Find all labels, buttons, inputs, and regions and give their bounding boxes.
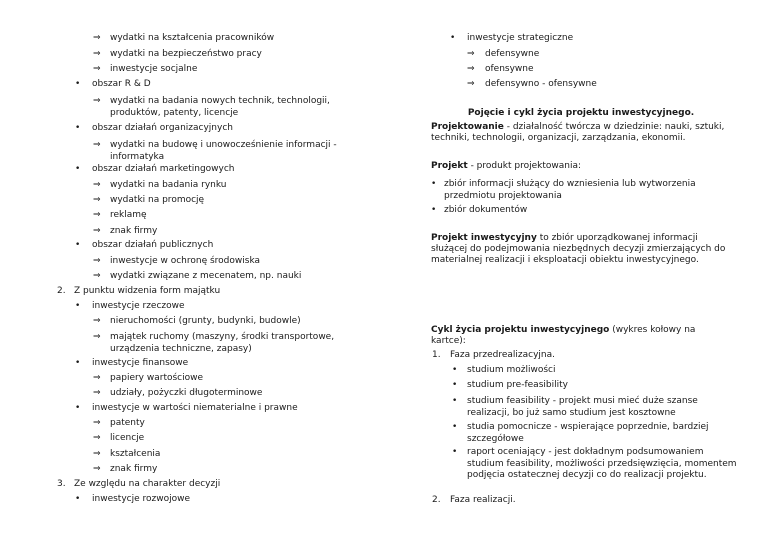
arrow-bullet-icon: ⇒ bbox=[93, 373, 101, 383]
list-item: znak firmy bbox=[110, 226, 158, 236]
term: Projekt bbox=[431, 161, 468, 171]
definition: - działalność twórcza w dziedzinie: nauki, sztuki, techniki, technologii, organizacji, zarządzania, ekonomii. bbox=[431, 122, 725, 144]
list-item: wydatki na kształcenia pracowników bbox=[110, 33, 275, 43]
arrow-bullet-icon: ⇒ bbox=[93, 226, 101, 236]
cykl-heading bbox=[431, 325, 711, 347]
arrow-bullet-icon: ⇒ bbox=[93, 195, 101, 205]
list-item: wydatki na promocję bbox=[110, 195, 205, 205]
list-item: Z punktu widzenia form majątku bbox=[74, 286, 221, 296]
list-item: licencje bbox=[110, 433, 145, 443]
arrow-bullet-icon: ⇒ bbox=[93, 332, 101, 342]
bullet-icon: • bbox=[452, 447, 458, 457]
bullet-icon: • bbox=[452, 396, 458, 406]
list-item: Faza realizacji. bbox=[450, 495, 516, 505]
list-item: nieruchomości (grunty, budynki, budowle) bbox=[110, 316, 301, 326]
list-item: inwestycje w ochronę środowiska bbox=[110, 256, 261, 266]
arrow-bullet-icon: ⇒ bbox=[93, 256, 101, 266]
projekt-inwestycyjny-definition bbox=[431, 233, 736, 267]
list-item: Faza przedrealizacyjna. bbox=[450, 350, 556, 360]
list-item: inwestycje rozwojowe bbox=[92, 494, 190, 504]
bullet-icon: • bbox=[75, 358, 81, 368]
bullet-icon: • bbox=[75, 164, 81, 174]
bullet-icon: • bbox=[75, 301, 81, 311]
definition: (wykres kołowy na kartce): bbox=[431, 325, 696, 347]
term: Projektowanie bbox=[431, 122, 504, 132]
bullet-icon: • bbox=[75, 403, 81, 413]
list-item: obszar R & D bbox=[92, 79, 151, 89]
bullet-icon: • bbox=[431, 179, 437, 189]
list-item: udziały, pożyczki długoterminowe bbox=[110, 388, 263, 398]
projekt-definition bbox=[431, 161, 736, 172]
list-item: inwestycje rzeczowe bbox=[92, 301, 185, 311]
list-item: wydatki na badania rynku bbox=[110, 180, 227, 190]
list-item: wydatki na bezpieczeństwo pracy bbox=[110, 49, 262, 59]
bullet-icon: • bbox=[450, 33, 456, 43]
arrow-bullet-icon: ⇒ bbox=[93, 388, 101, 398]
list-item: obszar działań publicznych bbox=[92, 240, 214, 250]
arrow-bullet-icon: ⇒ bbox=[467, 79, 475, 89]
list-item: obszar działań organizacyjnych bbox=[92, 123, 233, 133]
arrow-bullet-icon: ⇒ bbox=[93, 33, 101, 43]
bullet-icon: • bbox=[431, 205, 437, 215]
list-number: 2. bbox=[57, 286, 66, 296]
list-item: papiery wartościowe bbox=[110, 373, 204, 383]
arrow-bullet-icon: ⇒ bbox=[93, 433, 101, 443]
bullet-icon: • bbox=[75, 240, 81, 250]
list-item: inwestycje strategiczne bbox=[467, 33, 574, 43]
projektowanie-definition bbox=[431, 122, 736, 144]
arrow-bullet-icon: ⇒ bbox=[93, 316, 101, 326]
list-item: majątek ruchomy (maszyny, środki transportowe, urządzenia techniczne, zapasy) bbox=[110, 332, 335, 354]
bullet-icon: • bbox=[452, 365, 458, 375]
list-item: reklamę bbox=[110, 210, 147, 220]
list-item: studium pre-feasibility bbox=[467, 380, 568, 390]
list-item: ofensywne bbox=[485, 64, 534, 74]
list-item: studium możliwości bbox=[467, 365, 556, 375]
arrow-bullet-icon: ⇒ bbox=[93, 449, 101, 459]
bullet-icon: • bbox=[75, 494, 81, 504]
arrow-bullet-icon: ⇒ bbox=[93, 464, 101, 474]
list-number: 3. bbox=[57, 479, 66, 489]
list-item: inwestycje socjalne bbox=[110, 64, 198, 74]
list-item: raport oceniający - jest dokładnym podsumowaniem studium feasibility, możliwości przedsięwzięcia, momentem podjęcia ostatecznej decyzji co do realizacji projektu. bbox=[467, 447, 737, 480]
arrow-bullet-icon: ⇒ bbox=[93, 64, 101, 74]
arrow-bullet-icon: ⇒ bbox=[93, 140, 101, 150]
list-item: defensywno - ofensywne bbox=[485, 79, 597, 89]
list-item: zbiór dokumentów bbox=[444, 205, 528, 215]
definition: to zbiór uporządkowanej informacji służącej do podejmowania niezbędnych decyzji zmierzających do materialnej realizacji i eksploatacji obiektu inwestycyjnego. bbox=[431, 233, 726, 266]
list-item: defensywne bbox=[485, 49, 540, 59]
bullet-icon: • bbox=[75, 79, 81, 89]
section-title: Pojęcie i cykl życia projektu inwestycyjnego. bbox=[467, 108, 695, 118]
list-item: Ze względu na charakter decyzji bbox=[74, 479, 221, 489]
arrow-bullet-icon: ⇒ bbox=[467, 49, 475, 59]
list-item: kształcenia bbox=[110, 449, 161, 459]
list-item: studia pomocnicze - wspierające poprzednie, bardziej szczegółowe bbox=[467, 422, 709, 444]
list-item: studium feasibility - projekt musi mieć duże szanse realizacji, bo już samo studium jest kosztowne bbox=[467, 396, 698, 418]
arrow-bullet-icon: ⇒ bbox=[93, 96, 101, 106]
definition: - produkt projektowania: bbox=[467, 161, 582, 171]
bullet-icon: • bbox=[452, 422, 458, 432]
arrow-bullet-icon: ⇒ bbox=[93, 271, 101, 281]
list-item: inwestycje finansowe bbox=[92, 358, 189, 368]
list-item: inwestycje w wartości niematerialne i prawne bbox=[92, 403, 298, 413]
arrow-bullet-icon: ⇒ bbox=[93, 210, 101, 220]
arrow-bullet-icon: ⇒ bbox=[467, 64, 475, 74]
list-number: 2. bbox=[432, 495, 441, 505]
arrow-bullet-icon: ⇒ bbox=[93, 418, 101, 428]
bullet-icon: • bbox=[75, 123, 81, 133]
list-number: 1. bbox=[432, 350, 441, 360]
term: Projekt inwestycyjny bbox=[431, 233, 537, 243]
list-item: wydatki na budowę i unowocześnienie informacji - informatyka bbox=[110, 140, 337, 162]
arrow-bullet-icon: ⇒ bbox=[93, 180, 101, 190]
list-item: zbiór informacji służący do wzniesienia lub wytworzenia przedmiotu projektowania bbox=[444, 179, 696, 201]
list-item: wydatki na badania nowych technik, technologii, produktów, patenty, licencje bbox=[110, 96, 330, 118]
bullet-icon: • bbox=[452, 380, 458, 390]
list-item: znak firmy bbox=[110, 464, 158, 474]
list-item: obszar działań marketingowych bbox=[92, 164, 235, 174]
term: Cykl życia projektu inwestycyjnego bbox=[431, 325, 610, 335]
list-item: wydatki związane z mecenatem, np. nauki bbox=[110, 271, 302, 281]
list-item: patenty bbox=[110, 418, 145, 428]
arrow-bullet-icon: ⇒ bbox=[93, 49, 101, 59]
